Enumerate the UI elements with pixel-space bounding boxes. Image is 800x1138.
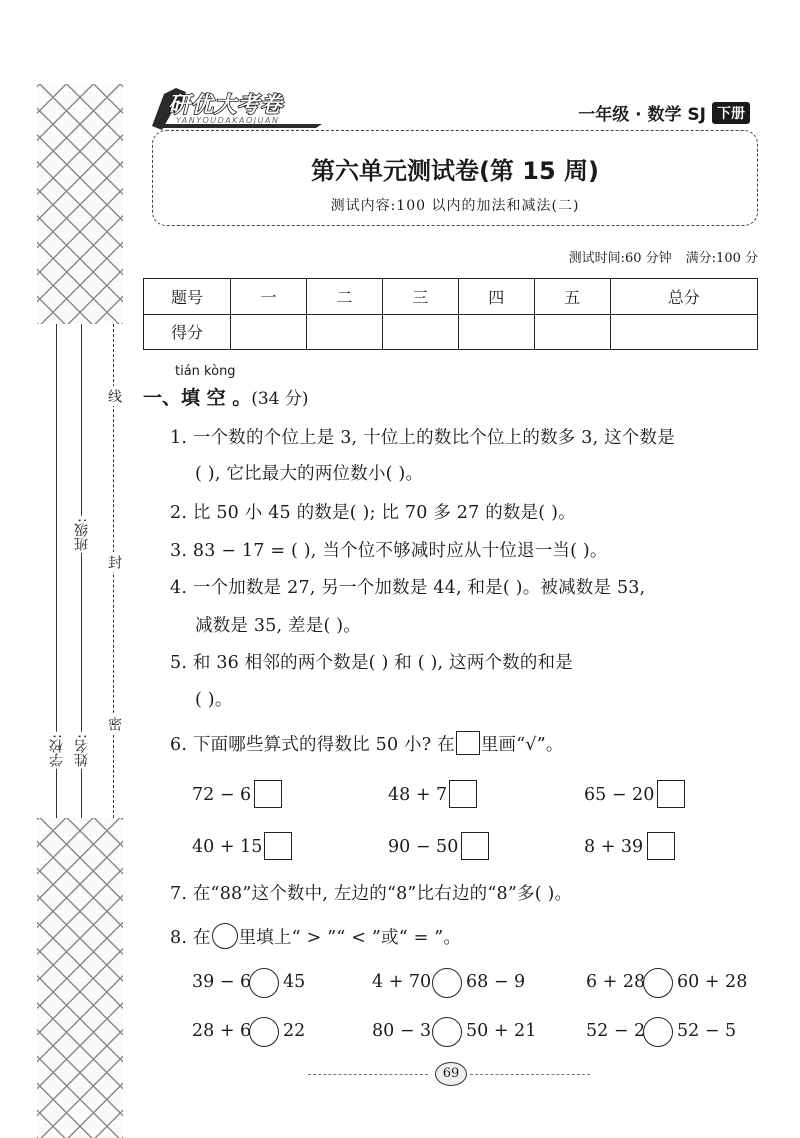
q8-answer-circle[interactable] [643, 968, 673, 998]
q6-expression: 72 − 6 [192, 785, 252, 805]
header-cell: 总分 [610, 279, 757, 315]
q6-answer-box[interactable] [264, 832, 292, 860]
q6-expression: 65 − 20 [584, 785, 655, 805]
score-table-score-row [144, 314, 758, 350]
footer-divider-right [470, 1074, 590, 1075]
q6-answer-box[interactable] [657, 780, 685, 808]
question-6 [170, 731, 564, 756]
section-heading [143, 383, 309, 410]
footer-divider-left [308, 1074, 428, 1075]
brand-name: 研优大考卷 [168, 93, 284, 118]
q6-answer-box[interactable] [254, 780, 282, 808]
q8-left-expression: 80 − 3 [372, 1021, 432, 1041]
score-table [143, 278, 758, 350]
cut-label-close: 密 [104, 714, 124, 734]
test-content: 测试内容:100 以内的加法和减法(二) [330, 198, 580, 214]
score-cell[interactable] [306, 314, 382, 350]
q6-expression: 8 + 39 [584, 837, 644, 857]
example-box-icon [456, 731, 480, 755]
q8-answer-circle[interactable] [643, 1017, 673, 1047]
brand-subtitle: YANYOUDAKAOJUAN [176, 116, 280, 125]
question-8 [170, 923, 461, 949]
q8-right-expression: 68 − 9 [466, 972, 526, 992]
q8-left-expression: 52 − 2 [586, 1021, 646, 1041]
score-cell[interactable] [534, 314, 610, 350]
question-1-line-1: 1. 一个数的个位上是 3, 十位上的数比个位上的数多 3, 这个数是 [170, 428, 675, 448]
cut-label-line: 线 [104, 386, 124, 406]
score-table-header-row [144, 279, 758, 315]
q8-answer-circle[interactable] [432, 968, 462, 998]
q8-right-expression: 45 [283, 972, 306, 992]
header-cell: 五 [534, 279, 610, 315]
question-6-text: 6. 下面哪些算式的得数比 50 小? 在 [170, 735, 455, 755]
grade-subject [578, 100, 750, 125]
question-7: 7. 在“88”这个数中, 左边的“8”比右边的“8”多( )。 [170, 884, 573, 904]
question-5-line-1: 5. 和 36 相邻的两个数是( ) 和 ( ), 这两个数的和是 [170, 653, 573, 673]
q8-right-expression: 60 + 28 [677, 972, 748, 992]
score-cell[interactable] [382, 314, 458, 350]
score-cell[interactable] [231, 314, 307, 350]
score-cell[interactable] [610, 314, 757, 350]
q6-answer-box[interactable] [449, 780, 477, 808]
section-pinyin: tián kòng [175, 364, 236, 379]
hatch-pattern-bottom [37, 818, 123, 1138]
q6-expression: 48 + 7 [388, 785, 448, 805]
q8-answer-circle[interactable] [249, 968, 279, 998]
test-time: 测试时间:60 分钟 [568, 251, 672, 266]
header-cell: 题号 [144, 279, 231, 315]
title-box [152, 130, 758, 226]
q8-left-expression: 39 − 6 [192, 972, 252, 992]
q8-left-expression: 4 + 70 [372, 972, 432, 992]
question-2: 2. 比 50 小 45 的数是( ); 比 70 多 27 的数是( )。 [170, 503, 576, 523]
name-label: 姓名: [74, 734, 90, 767]
page-number: 69 [435, 1062, 467, 1086]
question-3: 3. 83 − 17 = ( ), 当个位不够减时应从十位退一当( )。 [170, 541, 608, 561]
q6-answer-box[interactable] [647, 832, 675, 860]
question-4-line-1: 4. 一个加数是 27, 另一个加数是 44, 和是( )。被减数是 53, [170, 578, 646, 598]
q8-answer-circle[interactable] [249, 1017, 279, 1047]
q6-answer-box[interactable] [461, 832, 489, 860]
q8-right-expression: 52 − 5 [677, 1021, 737, 1041]
q8-left-expression: 28 + 6 [192, 1021, 252, 1041]
q8-left-expression: 6 + 28 [586, 972, 646, 992]
binding-margin [37, 324, 123, 818]
full-score: 满分:100 分 [685, 251, 758, 266]
school-label: 学校: [49, 734, 65, 767]
q6-expression: 40 + 15 [192, 837, 263, 857]
example-circle-icon [212, 923, 238, 949]
header-cell: 一 [231, 279, 307, 315]
volume-badge: 下册 [712, 102, 750, 124]
question-5-line-2: ( )。 [195, 690, 233, 710]
header-cell: 二 [306, 279, 382, 315]
test-meta [569, 247, 758, 266]
q8-right-expression: 50 + 21 [466, 1021, 537, 1041]
header-cell: 三 [382, 279, 458, 315]
grade-subject-text: 一年级 · 数学 SJ [578, 105, 706, 125]
brand-logo [150, 86, 326, 132]
score-label-cell: 得分 [144, 314, 231, 350]
q6-expression: 90 − 50 [388, 837, 459, 857]
q8-right-expression: 22 [283, 1021, 306, 1041]
header-cell: 四 [458, 279, 534, 315]
class-label: 班级: [74, 518, 90, 551]
hatch-pattern-top [37, 84, 123, 324]
q8-answer-circle[interactable] [432, 1017, 462, 1047]
question-8-text: 8. 在 [170, 928, 211, 948]
cut-label-seal: 封 [104, 552, 124, 572]
page-title: 第六单元测试卷(第 15 周) [310, 157, 600, 185]
score-cell[interactable] [458, 314, 534, 350]
section-title: 一、填 空 。 [143, 387, 252, 409]
question-1-line-2: ( ), 它比最大的两位数小( )。 [195, 464, 424, 484]
question-8-instruction: 里填上“ > ”“ < ”或“ = ”。 [238, 928, 462, 948]
question-4-line-2: 减数是 35, 差是( )。 [195, 616, 361, 636]
question-6-instruction: 里画“√”。 [480, 735, 564, 755]
section-points: (34 分) [251, 389, 309, 409]
